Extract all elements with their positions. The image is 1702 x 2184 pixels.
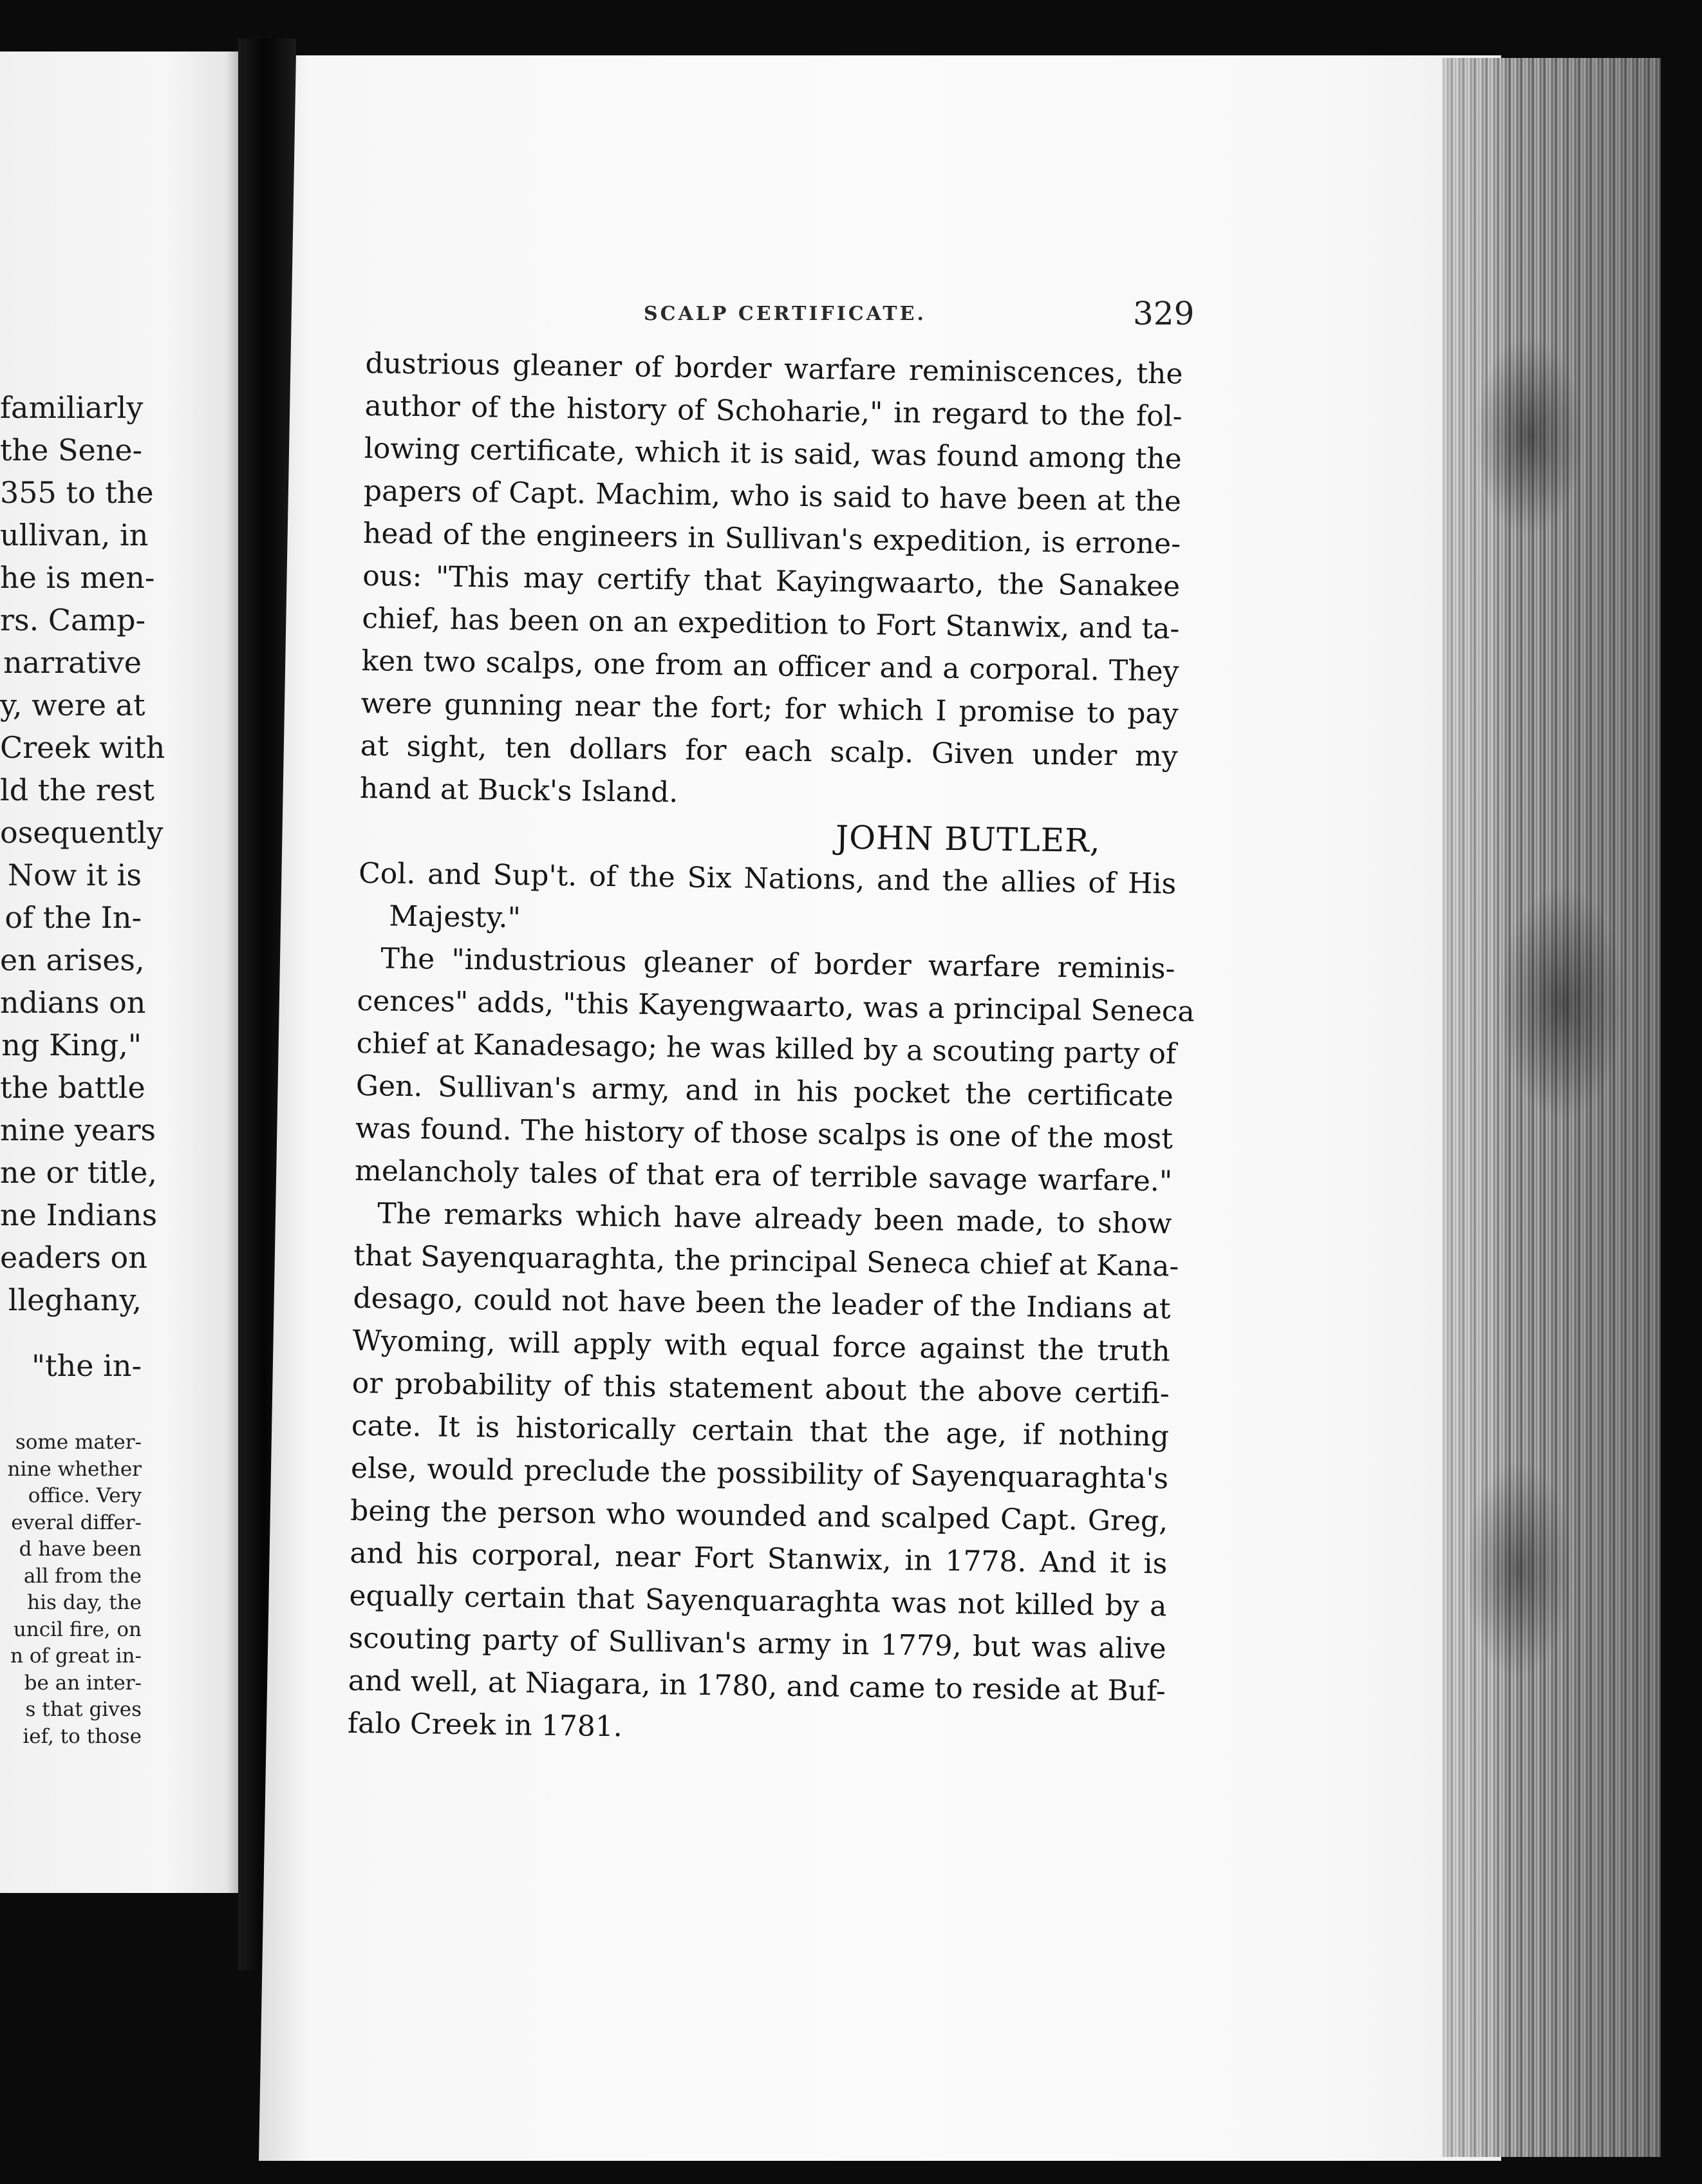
text-line: papers of Capt. Machim, who is said to have been at the [363, 474, 1182, 518]
text-line: desago, could not have been the leader of the Indians at [353, 1281, 1171, 1326]
left-line: ne Indians [0, 1198, 158, 1232]
left-line: en arises, [0, 943, 145, 977]
text-line: chief, has been on an expedition to Fort Stanwix, and ta- [362, 601, 1180, 646]
left-line: y, were at [0, 688, 145, 722]
left-line: the Sene- [0, 433, 143, 467]
text-line: The "industrious gleaner of border warfare reminis- [380, 942, 1175, 986]
text-line: falo Creek in 1781. [347, 1706, 623, 1744]
running-head: SCALP CERTIFICATE. [644, 303, 926, 325]
left-line: osequently [0, 815, 164, 850]
left-note-line: nine whether [7, 1457, 142, 1481]
left-note-line: s that gives [25, 1698, 142, 1721]
text-line: melancholy tales of that era of terrible savage warfare." [354, 1154, 1173, 1198]
text-line: scouting party of Sullivan's army in 1779, but was alive [348, 1621, 1166, 1666]
text-line: head of the engineers in Sullivan's expedition, is errone- [362, 516, 1181, 561]
left-line: familiarly [0, 390, 144, 425]
text-line: ous: "This may certify that Kayingwaarto, the Sanakee [362, 559, 1181, 603]
left-note-line: some mater- [15, 1431, 142, 1454]
page-number: 329 [1133, 295, 1195, 332]
left-page-footnotes [0, 1429, 238, 1750]
left-line: lleghany, [8, 1283, 142, 1317]
text-line: ken two scalps, one from an officer and a corporal. They [361, 644, 1179, 688]
text-line: being the person who wounded and scalped Capt. Greg, [350, 1494, 1168, 1538]
text-line: cate. It is historically certain that the age, if nothing [351, 1409, 1170, 1453]
left-line: ne or title, [0, 1155, 158, 1190]
text-line: equally certain that Sayenquaraghta was not killed by a [349, 1579, 1167, 1623]
left-line: ld the rest [0, 773, 155, 807]
signature-title: Majesty." [389, 899, 521, 935]
left-line: ndians on [0, 985, 146, 1020]
left-note-line: all from the [23, 1564, 142, 1588]
text-line: else, would preclude the possibility of Sayenquaraghta's [350, 1451, 1169, 1496]
left-line: 355 to the [0, 475, 154, 510]
left-line: "the in- [32, 1348, 142, 1383]
text-line: cences" adds, "this Kayengwaarto, was a principal Seneca [357, 984, 1195, 1028]
left-note-line: uncil fire, on [13, 1617, 142, 1641]
left-line: ullivan, in [0, 518, 149, 552]
left-note-line: everal differ- [11, 1511, 142, 1534]
text-line: The remarks which have already been made, to show [377, 1197, 1172, 1241]
text-line: dustrious gleaner of border warfare reminiscences, the [365, 346, 1183, 391]
left-line: he is men- [0, 560, 155, 595]
text-line: and his corporal, near Fort Stanwix, in 1778. And it is [350, 1536, 1168, 1581]
signature-title: Col. and Sup't. of the Six Nations, and the allies of His [358, 856, 1177, 901]
left-note-line: office. Very [28, 1484, 142, 1507]
signature-name: JOHN BUTLER, [835, 818, 1101, 860]
left-line: eaders on [0, 1240, 147, 1275]
left-page [0, 52, 238, 1893]
left-line: Now it is [7, 858, 142, 892]
text-line: Wyoming, will apply with equal force against the truth [352, 1324, 1170, 1368]
text-line: were gunning near the fort; for which I promise to pay [360, 686, 1179, 731]
page-edge-stains [1442, 58, 1661, 2157]
left-note-line: be an inter- [24, 1671, 142, 1695]
text-line: Gen. Sullivan's army, and in his pocket the certificate [355, 1069, 1174, 1113]
text-line: at sight, ten dollars for each scalp. Given under my [360, 729, 1179, 773]
text-line: chief at Kanadesago; he was killed by a scouting party of [356, 1026, 1177, 1071]
left-note-line: d have been [19, 1538, 142, 1561]
text-line: was found. The history of those scalps is one of the most [355, 1111, 1174, 1156]
left-line: rs. Camp- [0, 603, 146, 637]
text-line: that Sayenquaraghta, the principal Seneca chief at Kana- [353, 1239, 1179, 1283]
left-note-line: his day, the [27, 1591, 142, 1614]
left-note-line: n of great in- [10, 1644, 142, 1668]
left-note-line: ief, to those [23, 1724, 142, 1748]
text-line: or probability of this statement about the above certifi- [351, 1366, 1170, 1411]
text-line: lowing certificate, which it is said, was found among the [364, 431, 1183, 476]
left-line: the battle [0, 1070, 145, 1105]
left-line: narrative [3, 645, 142, 680]
left-page-text [0, 386, 238, 1387]
left-line: Creek with [0, 730, 165, 765]
text-line: and well, at Niagara, in 1780, and came to reside at Buf- [348, 1664, 1166, 1708]
left-line: of the In- [5, 900, 142, 935]
text-line: author of the history of Schoharie," in regard to the fol- [364, 389, 1183, 433]
page-body [347, 343, 1195, 1755]
text-line: hand at Buck's Island. [359, 771, 678, 809]
left-line: nine years [0, 1113, 156, 1147]
left-line: ng King," [1, 1028, 142, 1062]
